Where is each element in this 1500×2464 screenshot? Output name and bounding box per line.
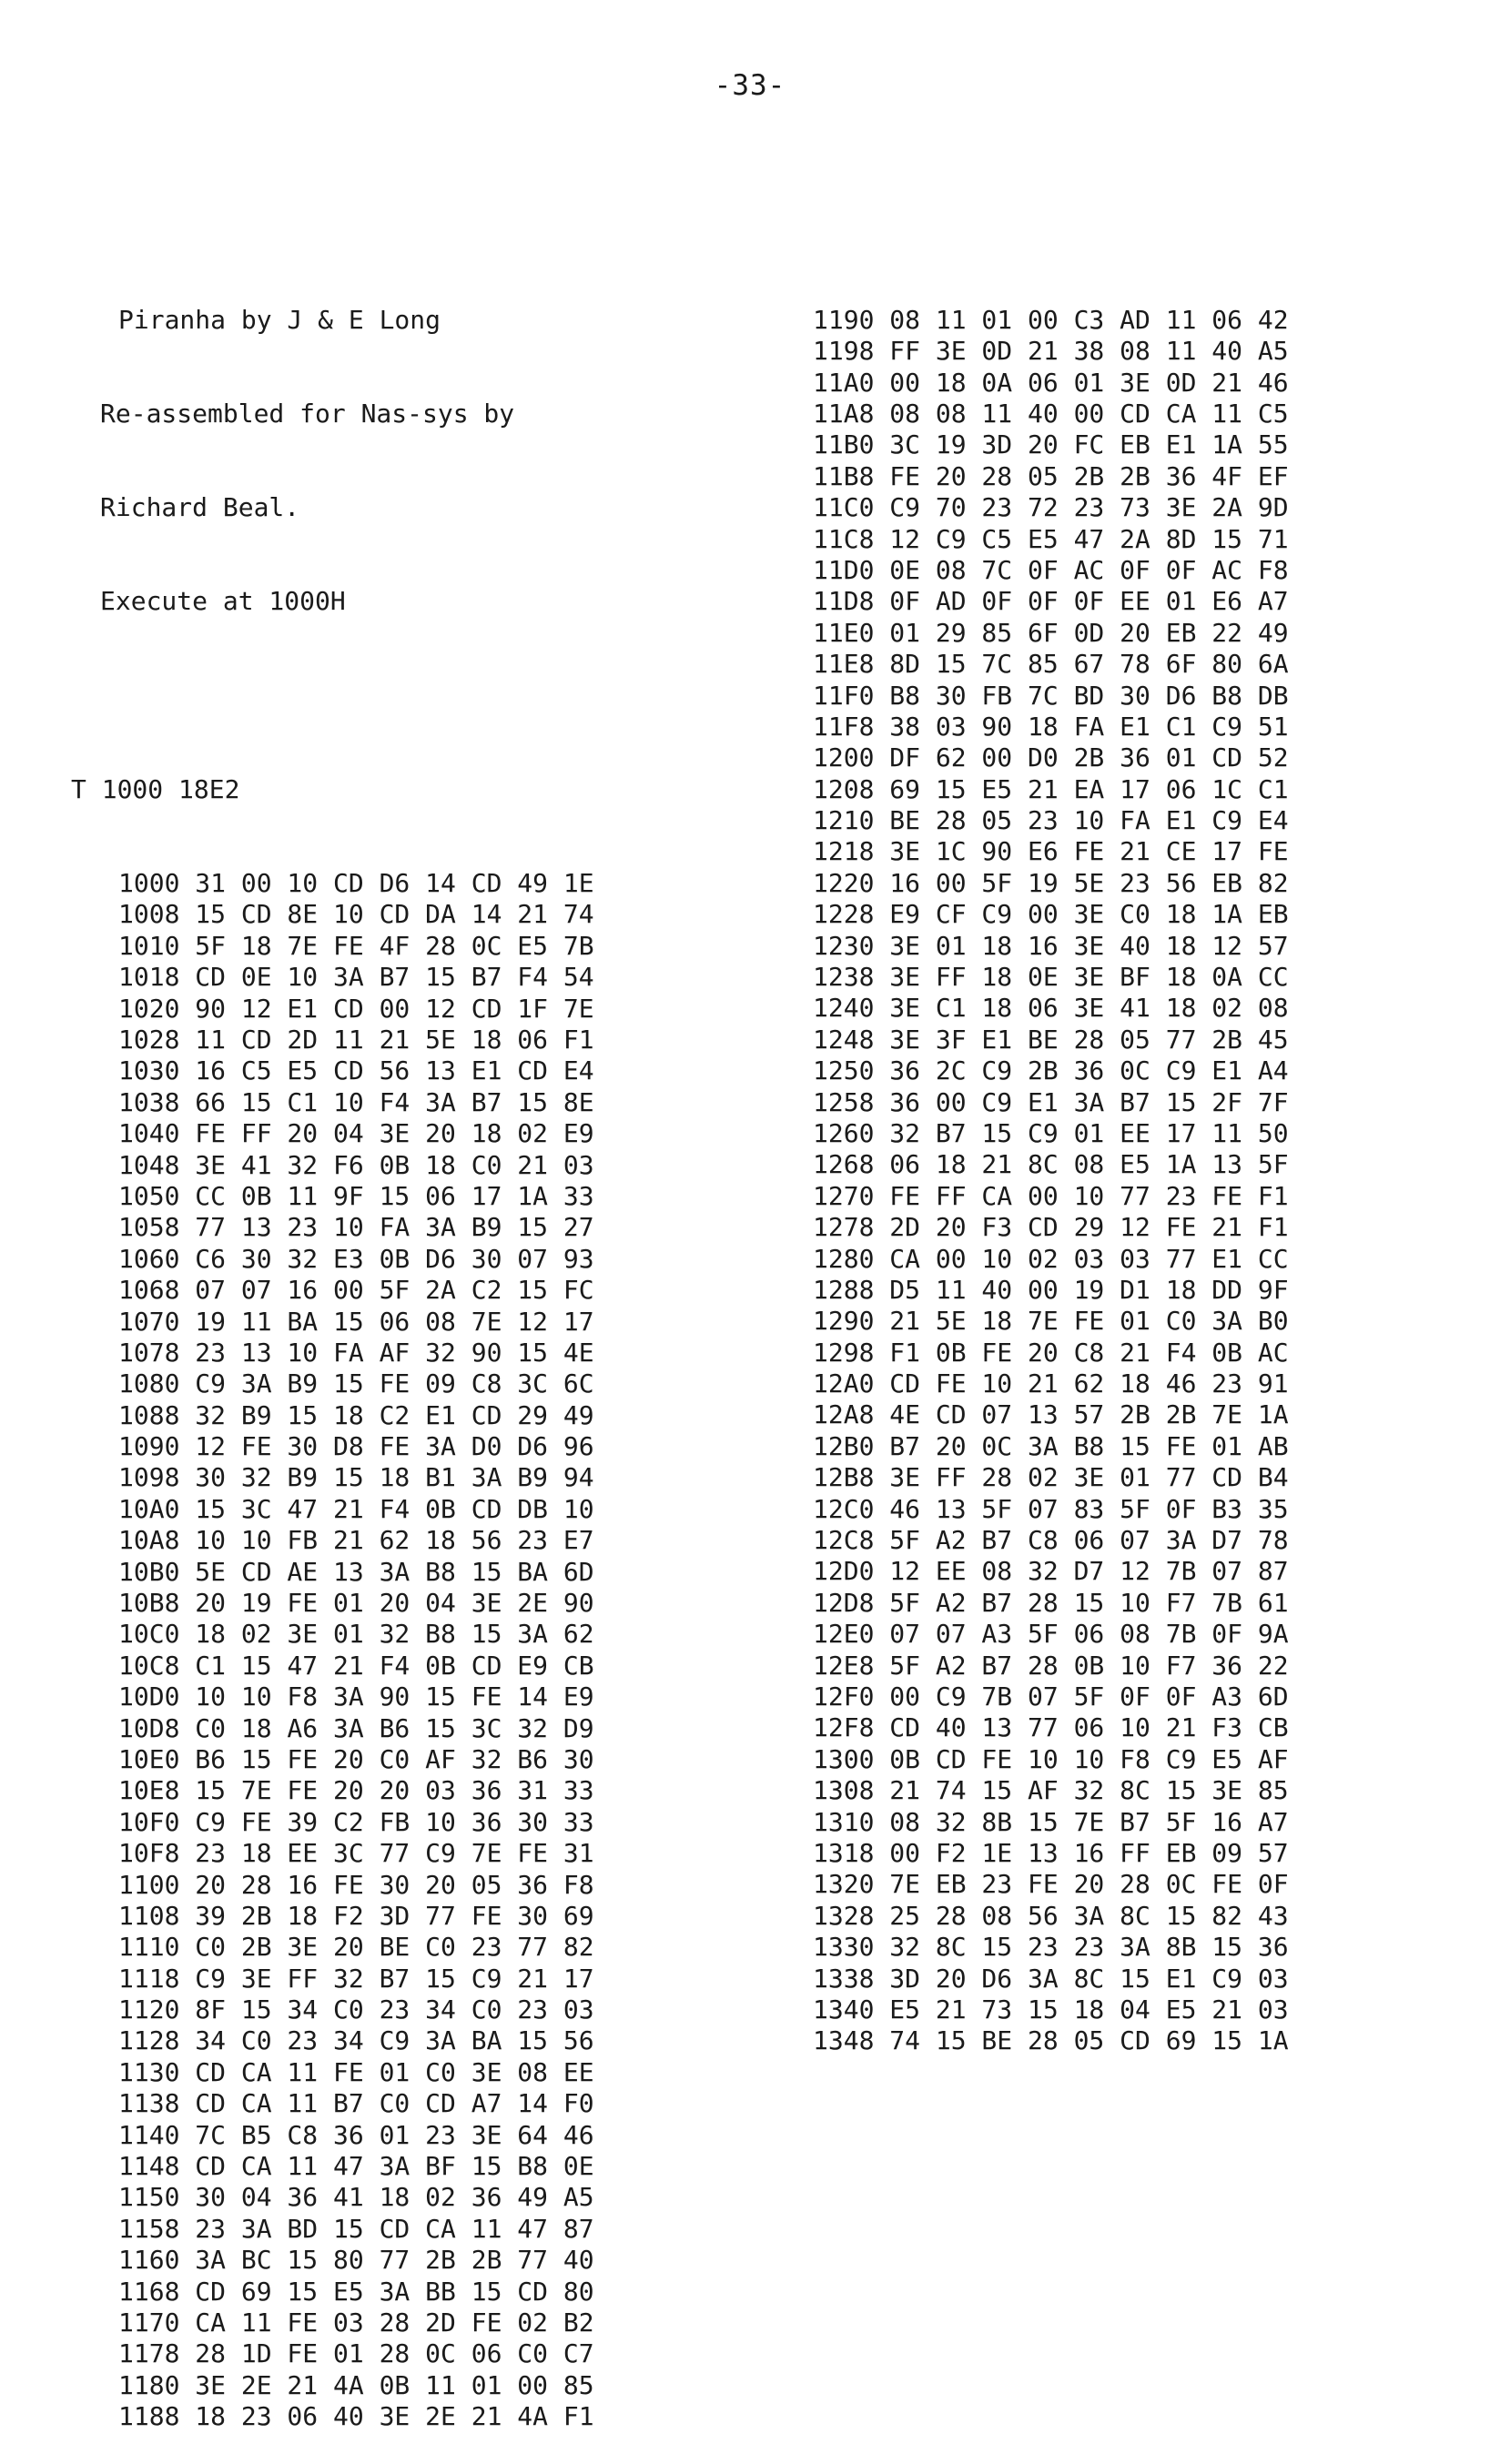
hex-row: 12F0 00 C9 7B 07 5F 0F 0F A3 6D xyxy=(813,1681,1289,1712)
hex-row: 1280 CA 00 10 02 03 03 77 E1 CC xyxy=(813,1243,1289,1274)
hex-row: 1028 11 CD 2D 11 21 5E 18 06 F1 xyxy=(118,1024,594,1055)
hex-row: 12E8 5F A2 B7 28 0B 10 F7 36 22 xyxy=(813,1650,1289,1681)
hex-row: 1110 C0 2B 3E 20 BE C0 23 77 82 xyxy=(118,1932,594,1963)
hex-row: 12D0 12 EE 08 32 D7 12 7B 07 87 xyxy=(813,1556,1289,1587)
hex-row: 11A0 00 18 0A 06 01 3E 0D 21 46 xyxy=(813,367,1289,398)
hex-row: 11B0 3C 19 3D 20 FC EB E1 1A 55 xyxy=(813,429,1289,460)
hex-row: 1118 C9 3E FF 32 B7 15 C9 21 17 xyxy=(118,1963,594,1994)
hex-row: 1290 21 5E 18 7E FE 01 C0 3A B0 xyxy=(813,1306,1289,1337)
hex-row: 1268 06 18 21 8C 08 E5 1A 13 5F xyxy=(813,1149,1289,1180)
hex-row: 10F8 23 18 EE 3C 77 C9 7E FE 31 xyxy=(118,1838,594,1869)
hex-row: 1140 7C B5 C8 36 01 23 3E 64 46 xyxy=(118,2119,594,2150)
right-hex-listing xyxy=(813,305,1289,2057)
hex-row: 1270 FE FF CA 00 10 77 23 FE F1 xyxy=(813,1180,1289,1211)
hex-row: 1000 31 00 10 CD D6 14 CD 49 1E xyxy=(118,868,594,899)
hex-row: 1278 2D 20 F3 CD 29 12 FE 21 F1 xyxy=(813,1212,1289,1243)
hex-row: 1250 36 2C C9 2B 36 0C C9 E1 A4 xyxy=(813,1055,1289,1086)
hex-row: 1200 DF 62 00 D0 2B 36 01 CD 52 xyxy=(813,742,1289,773)
hex-row: 1328 25 28 08 56 3A 8C 15 82 43 xyxy=(813,1900,1289,1931)
hex-row: 1050 CC 0B 11 9F 15 06 17 1A 33 xyxy=(118,1180,594,1211)
hex-row: 1130 CD CA 11 FE 01 C0 3E 08 EE xyxy=(118,2056,594,2087)
page-number: -33- xyxy=(714,69,786,102)
hex-row: 1070 19 11 BA 15 06 08 7E 12 17 xyxy=(118,1306,594,1337)
hex-row: 1020 90 12 E1 CD 00 12 CD 1F 7E xyxy=(118,993,594,1024)
left-hex-listing xyxy=(71,868,594,2433)
hex-row: 12B8 3E FF 28 02 3E 01 77 CD B4 xyxy=(813,1462,1289,1493)
hex-row: 12D8 5F A2 B7 28 15 10 F7 7B 61 xyxy=(813,1587,1289,1618)
hex-row: 1048 3E 41 32 F6 0B 18 C0 21 03 xyxy=(118,1149,594,1180)
hex-row: 1148 CD CA 11 47 3A BF 15 B8 0E xyxy=(118,2151,594,2182)
header-line: Richard Beal. xyxy=(100,492,300,523)
hex-row: 10E0 B6 15 FE 20 C0 AF 32 B6 30 xyxy=(118,1743,594,1774)
hex-row: 1260 32 B7 15 C9 01 EE 17 11 50 xyxy=(813,1117,1289,1148)
blank-line xyxy=(71,681,594,712)
hex-row: 1258 36 00 C9 E1 3A B7 15 2F 7F xyxy=(813,1086,1289,1117)
hex-row: 12C8 5F A2 B7 C8 06 07 3A D7 78 xyxy=(813,1525,1289,1556)
hex-row: 1300 0B CD FE 10 10 F8 C9 E5 AF xyxy=(813,1743,1289,1774)
hex-row: 10A0 15 3C 47 21 F4 0B CD DB 10 xyxy=(118,1493,594,1524)
command-line: T 1000 18E2 xyxy=(71,773,240,804)
hex-row: 1228 E9 CF C9 00 3E C0 18 1A EB xyxy=(813,899,1289,930)
hex-row: 1318 00 F2 1E 13 16 FF EB 09 57 xyxy=(813,1837,1289,1868)
hex-row: 10B0 5E CD AE 13 3A B8 15 BA 6D xyxy=(118,1556,594,1587)
hex-row: 11E8 8D 15 7C 85 67 78 6F 80 6A xyxy=(813,649,1289,680)
hex-row: 10D0 10 10 F8 3A 90 15 FE 14 E9 xyxy=(118,1681,594,1712)
header-line: Re-assembled for Nas-sys by xyxy=(100,399,515,429)
hex-row: 1008 15 CD 8E 10 CD DA 14 21 74 xyxy=(118,899,594,930)
hex-row: 12E0 07 07 A3 5F 06 08 7B 0F 9A xyxy=(813,1619,1289,1650)
hex-row: 12F8 CD 40 13 77 06 10 21 F3 CB xyxy=(813,1712,1289,1743)
hex-row: 11C8 12 C9 C5 E5 47 2A 8D 15 71 xyxy=(813,523,1289,554)
hex-row: 1248 3E 3F E1 BE 28 05 77 2B 45 xyxy=(813,1024,1289,1055)
hex-row: 1068 07 07 16 00 5F 2A C2 15 FC xyxy=(118,1275,594,1306)
hex-row: 1078 23 13 10 FA AF 32 90 15 4E xyxy=(118,1337,594,1368)
hex-row: 11C0 C9 70 23 72 23 73 3E 2A 9D xyxy=(813,492,1289,523)
hex-row: 1338 3D 20 D6 3A 8C 15 E1 C9 03 xyxy=(813,1963,1289,1994)
hex-row: 1330 32 8C 15 23 23 3A 8B 15 36 xyxy=(813,1932,1289,1963)
hex-row: 1158 23 3A BD 15 CD CA 11 47 87 xyxy=(118,2213,594,2244)
hex-row: 1030 16 C5 E5 CD 56 13 E1 CD E4 xyxy=(118,1055,594,1086)
hex-row: 1088 32 B9 15 18 C2 E1 CD 29 49 xyxy=(118,1399,594,1430)
hex-row: 1090 12 FE 30 D8 FE 3A D0 D6 96 xyxy=(118,1431,594,1462)
hex-row: 1238 3E FF 18 0E 3E BF 18 0A CC xyxy=(813,962,1289,993)
hex-row: 1120 8F 15 34 C0 23 34 C0 23 03 xyxy=(118,1994,594,2025)
hex-row: 1038 66 15 C1 10 F4 3A B7 15 8E xyxy=(118,1086,594,1117)
hex-row: 1010 5F 18 7E FE 4F 28 0C E5 7B xyxy=(118,930,594,961)
hex-row: 1188 18 23 06 40 3E 2E 21 4A F1 xyxy=(118,2401,594,2432)
program-title: Piranha by J & E Long xyxy=(118,304,441,335)
hex-row: 1190 08 11 01 00 C3 AD 11 06 42 xyxy=(813,304,1289,335)
hex-row: 1168 CD 69 15 E5 3A BB 15 CD 80 xyxy=(118,2276,594,2307)
hex-row: 1308 21 74 15 AF 32 8C 15 3E 85 xyxy=(813,1775,1289,1806)
hex-row: 11D8 0F AD 0F 0F 0F EE 01 E6 A7 xyxy=(813,586,1289,617)
right-column xyxy=(813,242,1289,2088)
hex-row: 12A0 CD FE 10 21 62 18 46 23 91 xyxy=(813,1368,1289,1399)
header-line: Execute at 1000H xyxy=(100,586,346,617)
hex-row: 1310 08 32 8B 15 7E B7 5F 16 A7 xyxy=(813,1806,1289,1837)
hex-row: 1060 C6 30 32 E3 0B D6 30 07 93 xyxy=(118,1243,594,1274)
hex-row: 1100 20 28 16 FE 30 20 05 36 F8 xyxy=(118,1869,594,1900)
hex-row: 11D0 0E 08 7C 0F AC 0F 0F AC F8 xyxy=(813,554,1289,585)
hex-row: 1348 74 15 BE 28 05 CD 69 15 1A xyxy=(813,2025,1289,2056)
hex-row: 1080 C9 3A B9 15 FE 09 C8 3C 6C xyxy=(118,1368,594,1399)
hex-row: 12C0 46 13 5F 07 83 5F 0F B3 35 xyxy=(813,1493,1289,1524)
hex-row: 11F8 38 03 90 18 FA E1 C1 C9 51 xyxy=(813,711,1289,742)
hex-row: 1160 3A BC 15 80 77 2B 2B 77 40 xyxy=(118,2245,594,2276)
hex-row: 1058 77 13 23 10 FA 3A B9 15 27 xyxy=(118,1212,594,1243)
hex-row: 11E0 01 29 85 6F 0D 20 EB 22 49 xyxy=(813,617,1289,648)
hex-row: 10A8 10 10 FB 21 62 18 56 23 E7 xyxy=(118,1525,594,1556)
hex-row: 1128 34 C0 23 34 C9 3A BA 15 56 xyxy=(118,2025,594,2056)
hex-row: 1218 3E 1C 90 E6 FE 21 CE 17 FE xyxy=(813,836,1289,867)
hex-row: 10E8 15 7E FE 20 20 03 36 31 33 xyxy=(118,1775,594,1806)
hex-row: 10C0 18 02 3E 01 32 B8 15 3A 62 xyxy=(118,1619,594,1650)
hex-row: 1098 30 32 B9 15 18 B1 3A B9 94 xyxy=(118,1462,594,1493)
hex-row: 1210 BE 28 05 23 10 FA E1 C9 E4 xyxy=(813,805,1289,836)
hex-row: 1178 28 1D FE 01 28 0C 06 C0 C7 xyxy=(118,2338,594,2369)
hex-row: 11A8 08 08 11 40 00 CD CA 11 C5 xyxy=(813,398,1289,429)
hex-row: 1170 CA 11 FE 03 28 2D FE 02 B2 xyxy=(118,2307,594,2338)
hex-row: 1230 3E 01 18 16 3E 40 18 12 57 xyxy=(813,930,1289,961)
hex-row: 1180 3E 2E 21 4A 0B 11 01 00 85 xyxy=(118,2369,594,2400)
hex-row: 1340 E5 21 73 15 18 04 E5 21 03 xyxy=(813,1994,1289,2025)
hex-row: 1208 69 15 E5 21 EA 17 06 1C C1 xyxy=(813,773,1289,804)
hex-row: 10C8 C1 15 47 21 F4 0B CD E9 CB xyxy=(118,1650,594,1681)
hex-row: 1198 FF 3E 0D 21 38 08 11 40 A5 xyxy=(813,336,1289,367)
hex-row: 11B8 FE 20 28 05 2B 2B 36 4F EF xyxy=(813,460,1289,491)
hex-row: 10F0 C9 FE 39 C2 FB 10 36 30 33 xyxy=(118,1806,594,1837)
hex-row: 1108 39 2B 18 F2 3D 77 FE 30 69 xyxy=(118,1900,594,1931)
hex-row: 1320 7E EB 23 FE 20 28 0C FE 0F xyxy=(813,1869,1289,1900)
hex-row: 10D8 C0 18 A6 3A B6 15 3C 32 D9 xyxy=(118,1712,594,1743)
hex-row: 10B8 20 19 FE 01 20 04 3E 2E 90 xyxy=(118,1588,594,1619)
left-column xyxy=(71,242,594,2464)
hex-row: 12B0 B7 20 0C 3A B8 15 FE 01 AB xyxy=(813,1430,1289,1461)
hex-row: 1150 30 04 36 41 18 02 36 49 A5 xyxy=(118,2182,594,2213)
hex-row: 1240 3E C1 18 06 3E 41 18 02 08 xyxy=(813,993,1289,1024)
hex-row: 1298 F1 0B FE 20 C8 21 F4 0B AC xyxy=(813,1337,1289,1368)
hex-row: 1018 CD 0E 10 3A B7 15 B7 F4 54 xyxy=(118,962,594,993)
hex-row: 1220 16 00 5F 19 5E 23 56 EB 82 xyxy=(813,867,1289,898)
hex-row: 1138 CD CA 11 B7 C0 CD A7 14 F0 xyxy=(118,2088,594,2119)
hex-row: 12A8 4E CD 07 13 57 2B 2B 7E 1A xyxy=(813,1399,1289,1430)
hex-row: 11F0 B8 30 FB 7C BD 30 D6 B8 DB xyxy=(813,680,1289,711)
hex-row: 1288 D5 11 40 00 19 D1 18 DD 9F xyxy=(813,1274,1289,1305)
hex-row: 1040 FE FF 20 04 3E 20 18 02 E9 xyxy=(118,1118,594,1149)
